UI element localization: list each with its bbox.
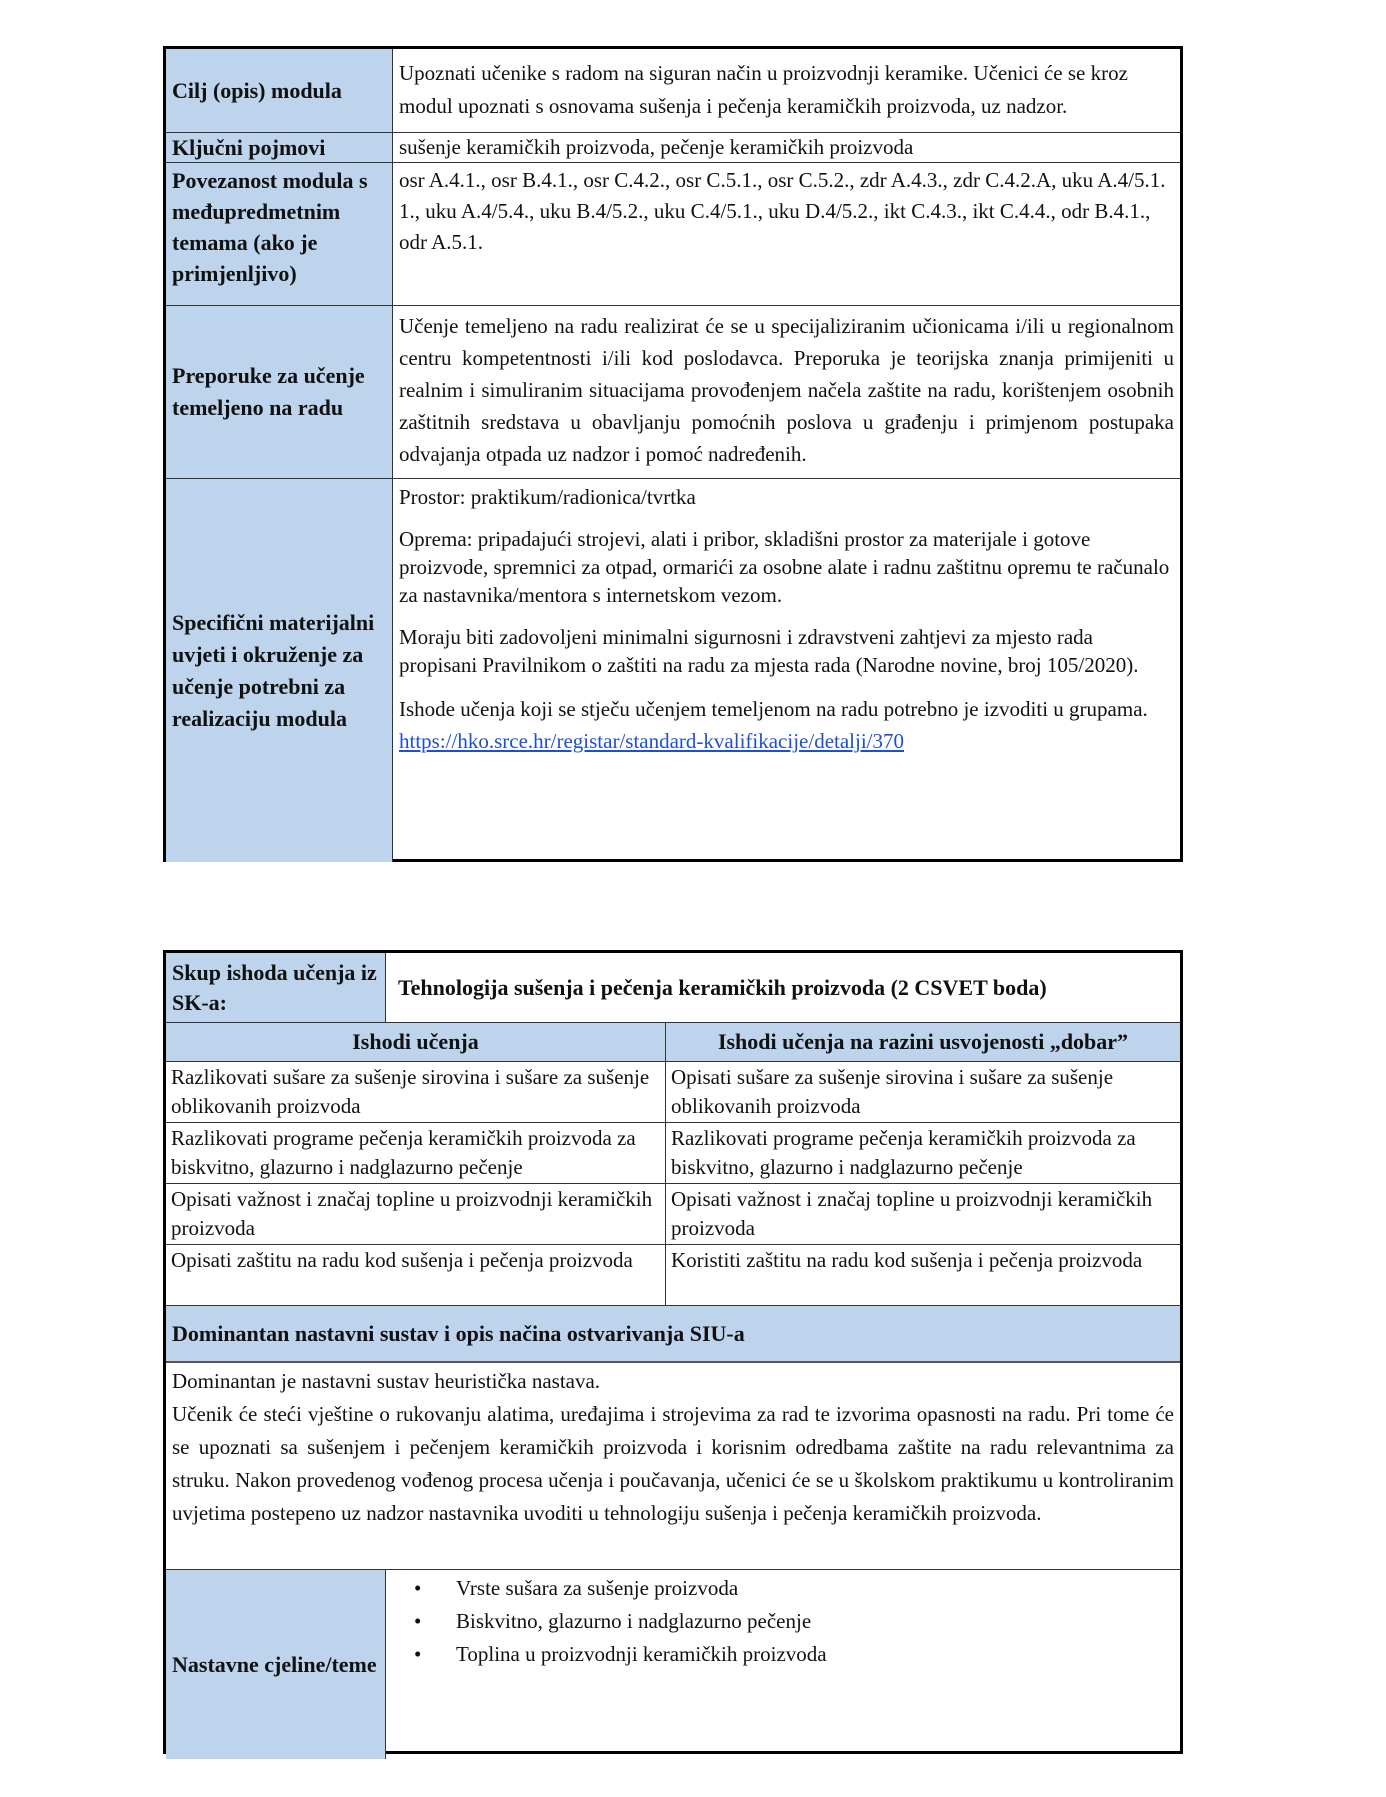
value-cross-curricular: osr A.4.1., osr B.4.1., osr C.4.2., osr C.5.1., osr C.5.2., zdr A.4.3., zdr C.4.2.A, uku A.4/5.1. 1., uku A.4/5.4., uku B.4/5.2., uku C.4/5.1., uku D.4/5.2., ikt C.4.3., ikt C.4.4., odr B.4.1., odr A.5.1. (399, 168, 1166, 254)
row-outcome-set (166, 953, 1180, 1023)
topic-text: Biskvitno, glazurno i nadglazurno pečenje (456, 1609, 812, 1633)
topic-item (414, 1638, 1180, 1671)
label-module-goal: Cilj (opis) modula (166, 49, 393, 132)
topics-list-cell (386, 1570, 1180, 1759)
teaching-system-description (166, 1363, 1180, 1570)
teaching-system-line: Dominantan je nastavni sustav heuristička nastava. (172, 1369, 601, 1393)
outcomes-column-headers (166, 1023, 1180, 1062)
row-material-conditions (166, 479, 1180, 862)
row-topics (166, 1570, 1180, 1759)
value-key-terms: sušenje keramičkih proizvoda, pečenje keramičkih proizvoda (399, 135, 914, 159)
outcome-row (166, 1184, 1180, 1245)
bullet-icon: • (414, 1576, 422, 1600)
value-module-goal: Upoznati učenike s radom na siguran način u proizvodnji keramike. Učenici će se kroz modul upoznati s osnovama sušenja i pečenja keramičkih proizvoda, uz nadzor. (399, 61, 1128, 118)
module-info-table (163, 46, 1183, 862)
outcome-good-cell: Koristiti zaštitu na radu kod sušenja i pečenja proizvoda (671, 1248, 1143, 1272)
bullet-icon: • (414, 1642, 422, 1666)
column-header-outcomes: Ishodi učenja (166, 1023, 666, 1061)
row-module-goal (166, 49, 1180, 133)
label-key-terms: Ključni pojmovi (166, 133, 393, 162)
outcome-cell: Opisati važnost i značaj topline u proizvodnji keramičkih proizvoda (166, 1184, 666, 1244)
hko-registry-link[interactable]: https://hko.srce.hr/registar/standard-kvalifikacije/detalji/370 (399, 729, 905, 753)
paragraph-safety-requirements: Moraju biti zadovoljeni minimalni sigurnosni i zdravstveni zahtjevi za mjesto rada propisani Pravilnikom o zaštiti na radu za mjesta rada (Narodne novine, broj 105/2020). (399, 625, 1139, 677)
topic-text: Vrste sušara za sušenje proizvoda (456, 1576, 739, 1600)
outcome-row (166, 1062, 1180, 1123)
learning-outcomes-table (163, 950, 1183, 1754)
label-work-based-learning: Preporuke za učenje temeljeno na radu (166, 306, 393, 478)
teaching-system-paragraph: Učenik će steći vještine o rukovanju alatima, uređajima i strojevima za rad te izvorima opasnosti na radu. Pri tome će se upoznati sa sušenjem i pečenjem keramičkih proizvoda i korisnim odredbama zaštite na radu relevantnima za struku. Nakon provedenog vođenog procesa učenja i poučavanja, učenici će se u školskom praktikumu u kontroliranim uvjetima postepeno uz nadzor nastavnika uvoditi u tehnologiju sušenja i pečenja keramičkih proizvoda. (172, 1402, 1174, 1525)
topics-list (386, 1570, 1180, 1671)
topic-item (414, 1572, 1180, 1605)
column-header-outcomes-good: Ishodi učenja na razini usvojenosti „dobar” (717, 1029, 1129, 1054)
bullet-icon: • (414, 1609, 422, 1633)
row-work-based-learning (166, 306, 1180, 479)
label-material-conditions: Specifični materijalni uvjeti i okruženje za učenje potrebni za realizaciju modula (166, 479, 393, 862)
section-header-teaching-system: Dominantan nastavni sustav i opis načina ostvarivanja SIU-a (166, 1306, 1180, 1363)
row-key-terms (166, 133, 1180, 163)
row-cross-curricular (166, 163, 1180, 306)
value-outcome-set: Tehnologija sušenja i pečenja keramičkih proizvoda (2 CSVET boda) (398, 975, 1047, 1000)
outcome-row (166, 1245, 1180, 1306)
topic-item (414, 1605, 1180, 1638)
value-work-based-learning: Učenje temeljeno na radu realizirat će se u specijaliziranim učionicama i/ili u regionalnom centru kompetentnosti i/ili kod poslodavca. Preporuka je teorijska znanja primijeniti u realnim i simuliranim situacijama provođenjem načela zaštite na radu, korištenjem osobnih zaštitnih sredstava u obavljanju pomoćnih poslova u građenju i primjenom postupaka odvajanja otpada uz nadzor i pomoć nadređenih. (399, 314, 1174, 466)
label-cross-curricular: Povezanost modula s međupredmetnim temama (ako je primjenljivo) (166, 163, 393, 305)
outcome-good-cell: Opisati važnost i značaj topline u proizvodnji keramičkih proizvoda (671, 1187, 1153, 1240)
topic-text: Toplina u proizvodnji keramičkih proizvoda (456, 1642, 827, 1666)
outcome-good-cell: Razlikovati programe pečenja keramičkih proizvoda za biskvitno, glazurno i nadglazurno pečenje (671, 1126, 1136, 1179)
value-material-conditions (393, 479, 1180, 862)
outcome-good-cell: Opisati sušare za sušenje sirovina i sušare za sušenje oblikovanih proizvoda (671, 1065, 1114, 1118)
outcome-cell: Razlikovati programe pečenja keramičkih proizvoda za biskvitno, glazurno i nadglazurno pečenje (166, 1123, 666, 1183)
label-outcome-set: Skup ishoda učenja iz SK-a: (166, 953, 386, 1022)
paragraph-space: Prostor: praktikum/radionica/tvrtka (399, 485, 696, 509)
outcome-cell: Razlikovati sušare za sušenje sirovina i sušare za sušenje oblikovanih proizvoda (166, 1062, 666, 1122)
paragraph-group-work: Ishode učenja koji se stječu učenjem temeljenom na radu potrebno je izvoditi u grupama. (399, 697, 1148, 721)
paragraph-equipment: Oprema: pripadajući strojevi, alati i pribor, skladišni prostor za materijale i gotove proizvode, spremnici za otpad, ormarići za osobne alate i radnu zaštitnu opremu te računalo za nastavnika/mentora s internetskom vezom. (399, 527, 1170, 607)
label-topics: Nastavne cjeline/teme (166, 1570, 386, 1759)
outcome-cell: Opisati zaštitu na radu kod sušenja i pečenja proizvoda (166, 1245, 666, 1305)
outcome-row (166, 1123, 1180, 1184)
